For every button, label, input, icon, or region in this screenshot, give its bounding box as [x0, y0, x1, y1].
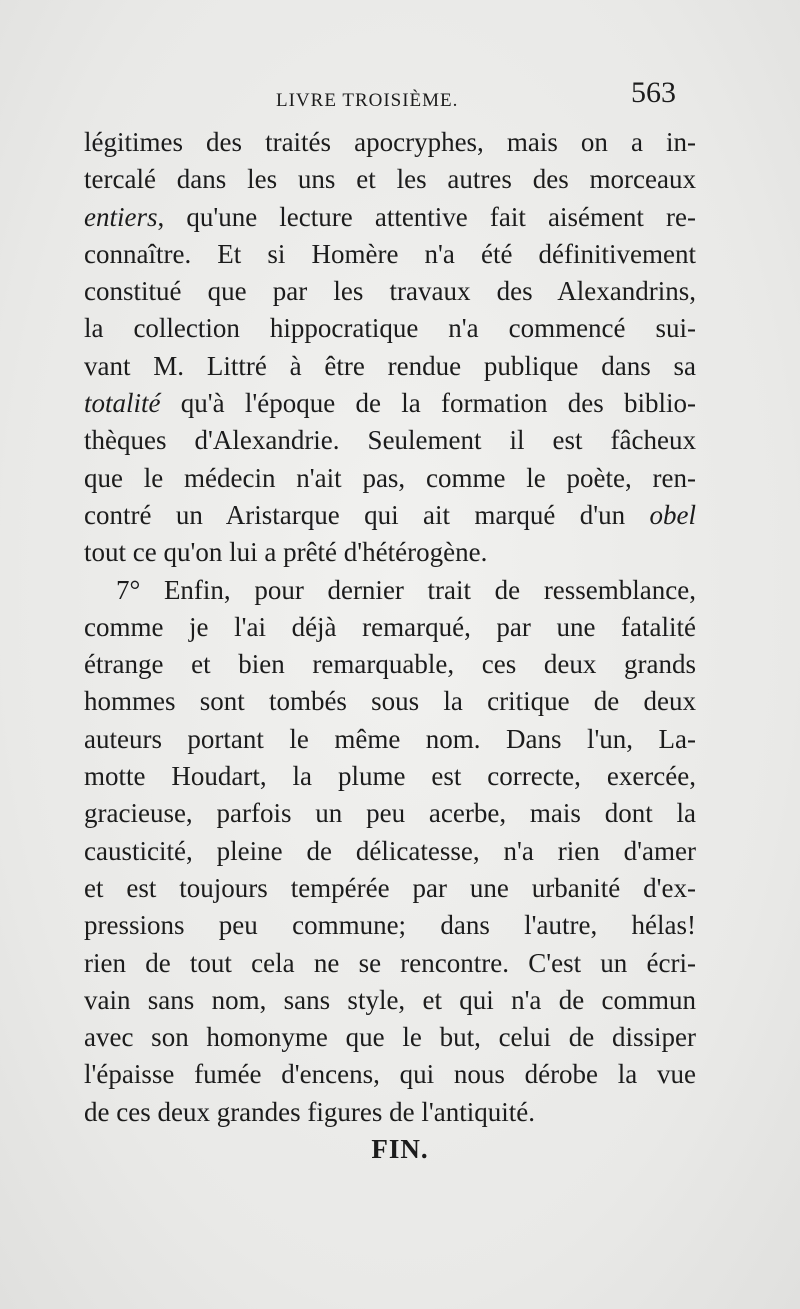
- end-mark: FIN.: [371, 1134, 429, 1164]
- text-line: comme je l'ai déjà remarqué, par une fatalité: [84, 611, 696, 642]
- text-line: constitué que par les travaux des Alexandrins,: [84, 276, 696, 307]
- text-line: tout ce qu'on lui a prêté d'hétérogène.: [84, 537, 488, 568]
- page-number: 563: [631, 76, 676, 109]
- text-line: tercalé dans les uns et les autres des morceaux: [84, 164, 696, 195]
- body-text: [84, 124, 696, 1131]
- text-line: thèques d'Alexandrie. Seulement il est fâcheux: [84, 425, 696, 456]
- text-line: motte Houdart, la plume est correcte, exercée,: [84, 761, 696, 792]
- text-line: auteurs portant le même nom. Dans l'un, La-: [84, 723, 696, 754]
- text-line: vain sans nom, sans style, et qui n'a de commun: [84, 984, 696, 1015]
- text-line: connaître. Et si Homère n'a été définitivement: [84, 238, 696, 269]
- text-line: hommes sont tombés sous la critique de deux: [84, 686, 696, 717]
- text-line: causticité, pleine de délicatesse, n'a rien d'amer: [84, 835, 696, 866]
- text-line: gracieuse, parfois un peu acerbe, mais dont la: [84, 798, 696, 829]
- text-line: et est toujours tempérée par une urbanité d'ex-: [84, 872, 696, 903]
- text-line: étrange et bien remarquable, ces deux grands: [84, 649, 696, 680]
- text-line: légitimes des traités apocryphes, mais on a in-: [84, 127, 696, 157]
- text-line: que le médecin n'ait pas, comme le poète, ren-: [84, 462, 696, 493]
- text-line: entiers, qu'une lecture attentive fait aisément re-: [84, 201, 696, 232]
- text-line: 7° Enfin, pour dernier trait de ressemblance,: [116, 574, 696, 605]
- text-line: avec son homonyme que le but, celui de dissiper: [84, 1022, 696, 1053]
- text-line: contré un Aristarque qui ait marqué d'un obel: [84, 499, 696, 530]
- text-line: de ces deux grandes figures de l'antiquité.: [84, 1096, 535, 1127]
- text-line: vant M. Littré à être rendue publique dans sa: [84, 350, 696, 381]
- text-line: rien de tout cela ne se rencontre. C'est un écri-: [84, 947, 696, 978]
- text-line: pressions peu commune; dans l'autre, hélas!: [84, 910, 696, 941]
- running-head: LIVRE TROISIÈME.: [276, 90, 459, 111]
- text-line: la collection hippocratique n'a commencé sui-: [84, 313, 696, 344]
- text-line: l'épaisse fumée d'encens, qui nous dérobe la vue: [84, 1059, 696, 1090]
- text-line: totalité qu'à l'époque de la formation des biblio-: [84, 388, 696, 419]
